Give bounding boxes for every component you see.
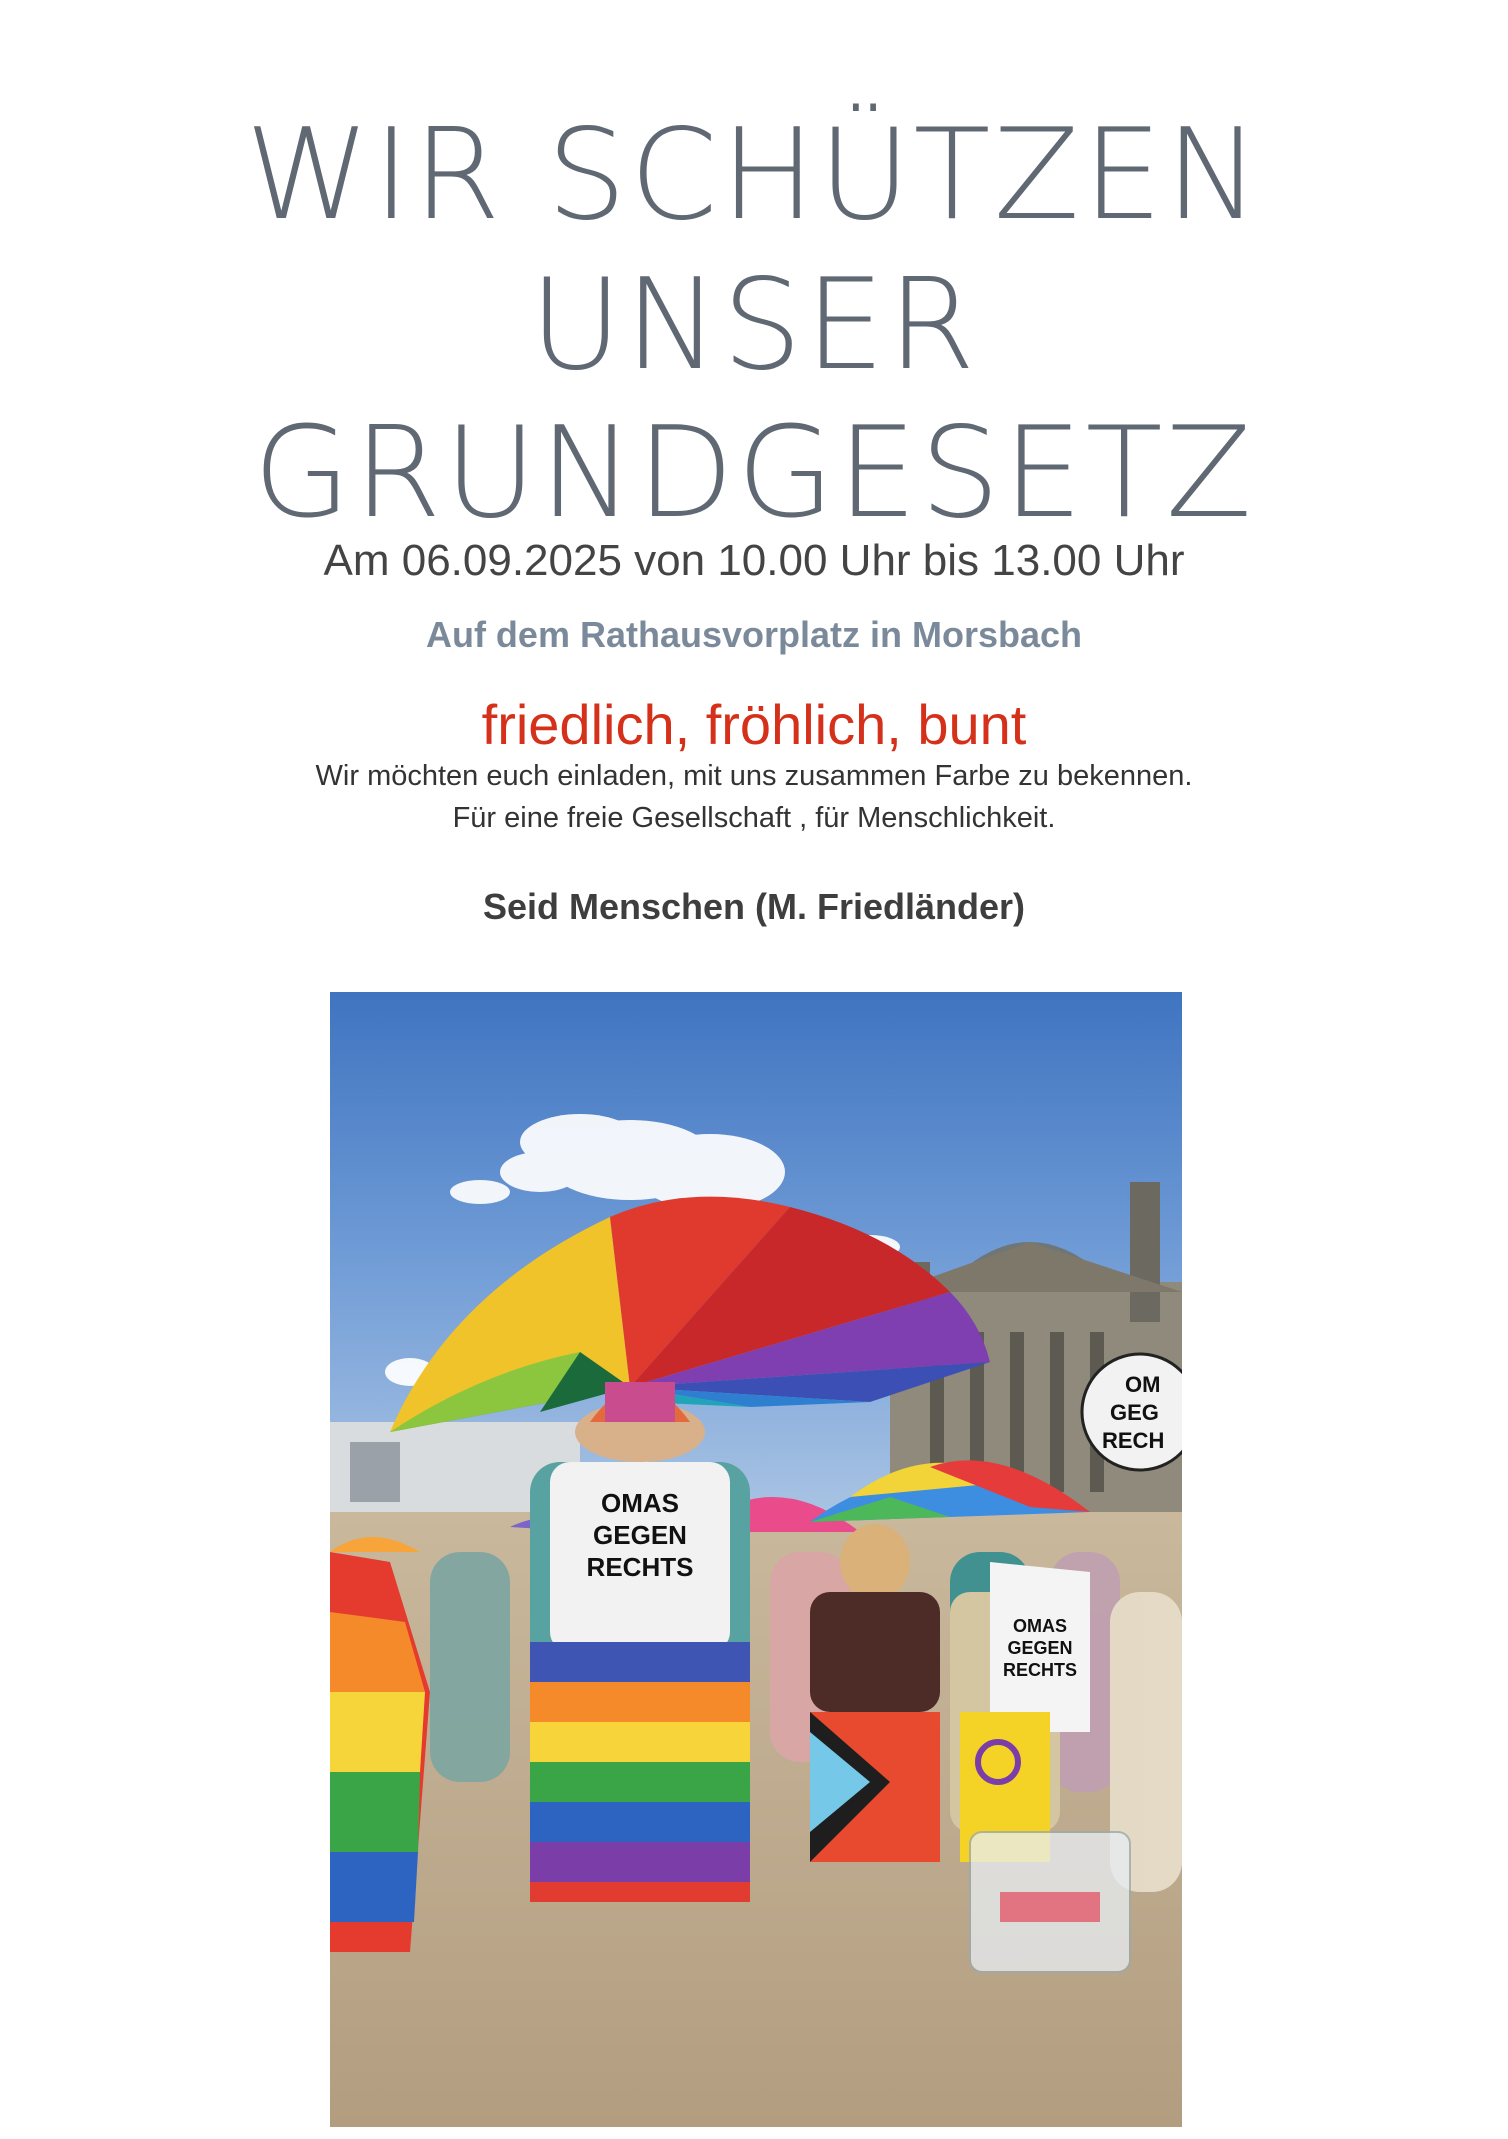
vest-text-2: GEGEN: [593, 1520, 687, 1550]
headline-line-2: UNSER: [529, 251, 979, 398]
vest-text-3: RECHTS: [586, 1552, 694, 1582]
vest-text-1: OMAS: [601, 1488, 679, 1518]
round-sign: [1082, 1354, 1182, 1470]
headline-line-3: GRUNDGESETZ: [253, 399, 1255, 546]
bag-text-3: RECHTS: [1002, 1660, 1078, 1680]
invitation-line-1: Wir möchten euch einladen, mit uns zusammen Farbe zu bekennen.: [315, 760, 1193, 792]
demonstration-photo: [330, 992, 1182, 2127]
bag-text-2: GEGEN: [1007, 1638, 1073, 1658]
bag-text-1: OMAS: [1013, 1616, 1067, 1636]
round-sign-text-2: GEG: [1110, 1400, 1159, 1425]
headline-line-1: WIR SCHÜTZEN: [245, 101, 1263, 248]
invitation-line-2: Für eine freie Gesellschaft , für Menschlichkeit.: [452, 802, 1056, 834]
event-datetime: Am 06.09.2025 von 10.00 Uhr bis 13.00 Uhr: [323, 536, 1185, 585]
quote: Seid Menschen (M. Friedländer): [482, 886, 1026, 927]
round-sign-text-3: RECH: [1102, 1428, 1165, 1453]
clear-bag: [970, 1832, 1130, 1972]
motto: friedlich, fröhlich, bunt: [481, 693, 1027, 756]
event-location: Auf dem Rathausvorplatz in Morsbach: [425, 614, 1083, 655]
round-sign-text-1: OM: [1125, 1372, 1161, 1397]
